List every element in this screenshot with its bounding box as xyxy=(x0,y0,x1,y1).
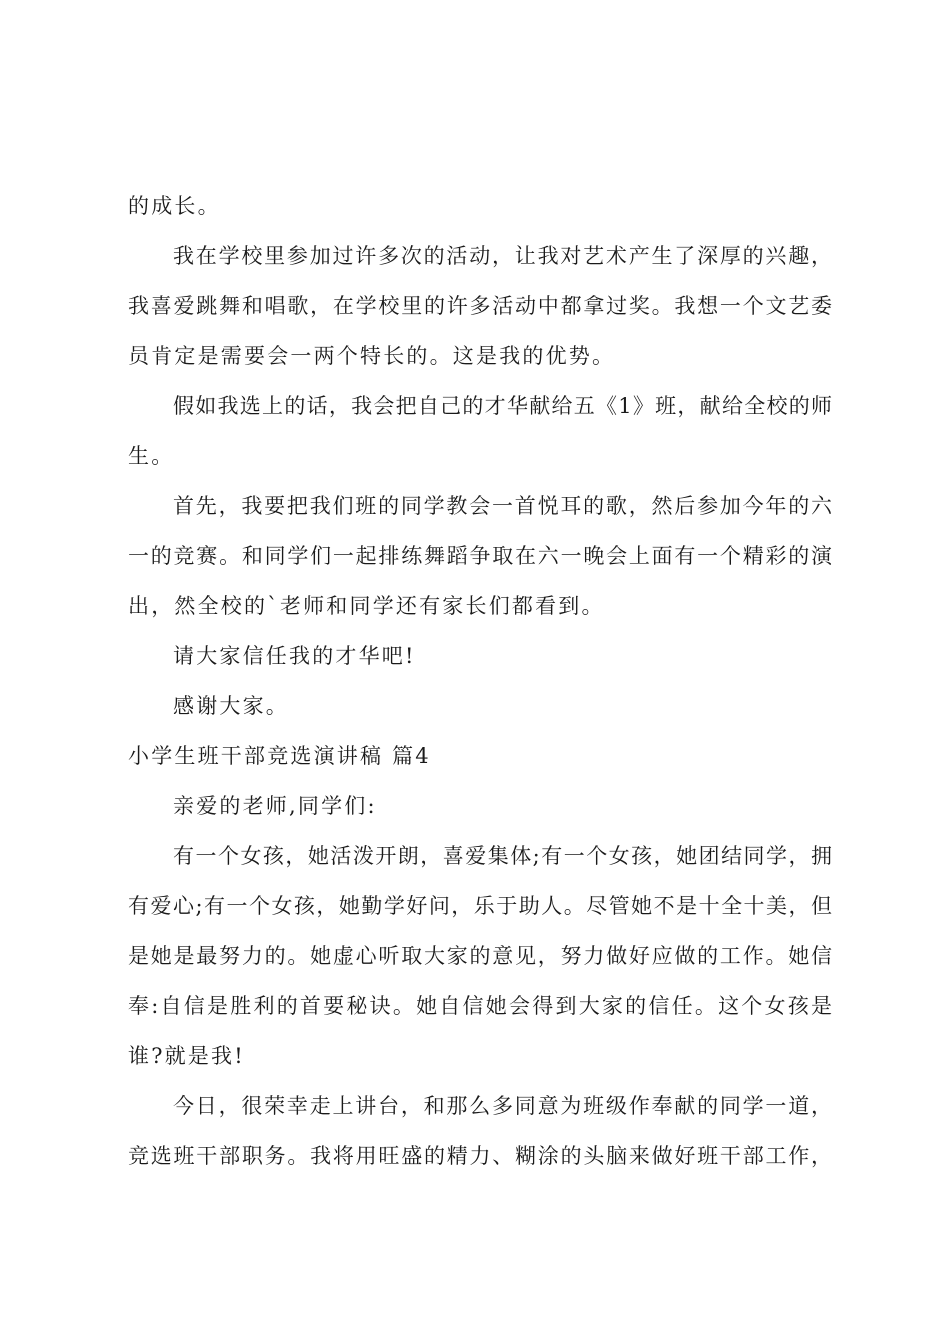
paragraph-line: 的成长。 xyxy=(128,194,221,218)
salutation: 亲爱的老师,同学们: xyxy=(173,794,377,818)
paragraph-line: 我在学校里参加过许多次的活动，让我对艺术产生了深厚的兴趣， xyxy=(173,244,832,268)
paragraph-line: 竞选班干部职务。我将用旺盛的精力、糊涂的头脑来做好班干部工作， xyxy=(128,1144,832,1168)
paragraph-line: 我喜爱跳舞和唱歌，在学校里的许多活动中都拿过奖。我想一个文艺委 xyxy=(128,294,832,318)
paragraph-line: 员肯定是需要会一两个特长的。这是我的优势。 xyxy=(128,344,616,368)
paragraph-line: 首先，我要把我们班的同学教会一首悦耳的歌，然后参加今年的六 xyxy=(173,494,832,518)
paragraph-line: 是她是最努力的。她虚心听取大家的意见，努力做好应做的工作。她信 xyxy=(128,944,832,968)
paragraph-line: 有一个女孩，她活泼开朗，喜爱集体;有一个女孩，她团结同学，拥 xyxy=(173,844,832,868)
paragraph-line: 一的竞赛。和同学们一起排练舞蹈争取在六一晚会上面有一个精彩的演 xyxy=(128,544,832,568)
paragraph-line: 感谢大家。 xyxy=(173,694,289,718)
paragraph-line: 今日，很荣幸走上讲台，和那么多同意为班级作奉献的同学一道， xyxy=(173,1094,832,1118)
paragraph-line: 请大家信任我的才华吧! xyxy=(173,644,416,668)
paragraph-line: 出，然全校的`老师和同学还有家长们都看到。 xyxy=(128,594,605,618)
section-heading: 小学生班干部竞选演讲稿 篇4 xyxy=(128,744,431,768)
paragraph-line: 有爱心;有一个女孩，她勤学好问，乐于助人。尽管她不是十全十美，但 xyxy=(128,894,832,918)
paragraph-line: 生。 xyxy=(128,444,175,468)
paragraph-line: 谁?就是我! xyxy=(128,1044,245,1068)
paragraph-line: 奉:自信是胜利的首要秘诀。她自信她会得到大家的信任。这个女孩是 xyxy=(128,994,832,1018)
paragraph-line: 假如我选上的话，我会把自己的才华献给五《1》班，献给全校的师 xyxy=(173,394,832,418)
